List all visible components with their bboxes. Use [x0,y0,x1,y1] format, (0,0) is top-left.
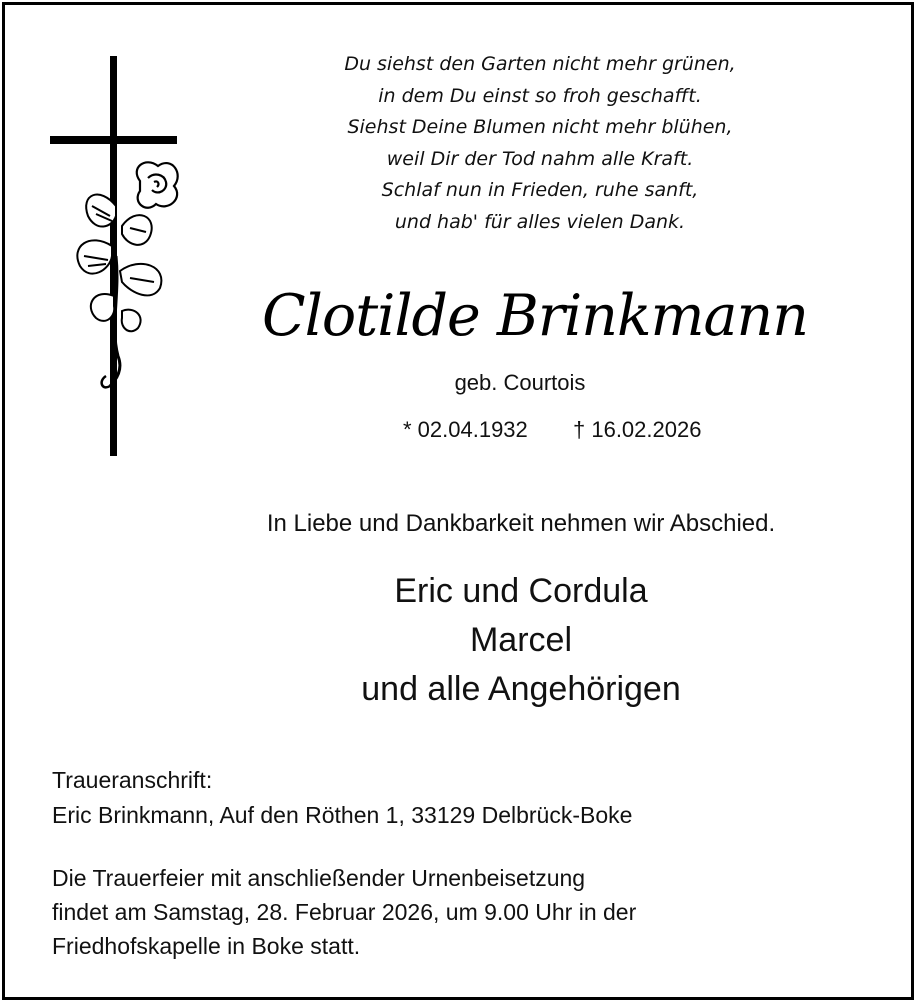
ceremony-line: findet am Samstag, 28. Februar 2026, um 9.00 Uhr in der [52,899,637,925]
farewell-text: In Liebe und Dankbarkeit nehmen wir Abschied. [266,510,776,537]
poem-line: und hab' für alles vielen Dank. [394,210,686,233]
birth-name: geb. Courtois [454,370,586,395]
obituary-frame [2,2,914,1000]
poem-line: in dem Du einst so froh geschafft. [378,84,702,107]
mourning-address [52,763,872,833]
poem-line: Siehst Deine Blumen nicht mehr blühen, [347,116,733,138]
birth-date: * 02.04.1932 [403,417,528,442]
poem-line: weil Dir der Tod nahm alle Kraft. [386,147,694,170]
mourner-line: Eric und Cordula [394,572,648,610]
address-value: Eric Brinkmann, Auf den Röthen 1, 33129 Delbrück-Boke [52,802,633,828]
mourner-line: Marcel [469,621,573,659]
cross-with-rose-icon [50,56,180,456]
poem [265,49,815,238]
death-date: † 16.02.2026 [573,417,702,442]
poem-line: Du siehst den Garten nicht mehr grünen, [344,53,736,75]
poem-line: Schlaf nun in Frieden, ruhe sanft, [381,179,699,201]
ceremony-line: Die Trauerfeier mit anschließender Urnenbeisetzung [52,865,586,891]
ceremony-notice [52,861,872,963]
address-label: Traueranschrift: [52,767,213,793]
ceremony-line: Friedhofskapelle in Boke statt. [52,933,361,959]
mourner-line: und alle Angehörigen [361,670,681,708]
deceased-name: Clotilde Brinkmann [262,283,808,349]
mourners-list [265,567,777,714]
